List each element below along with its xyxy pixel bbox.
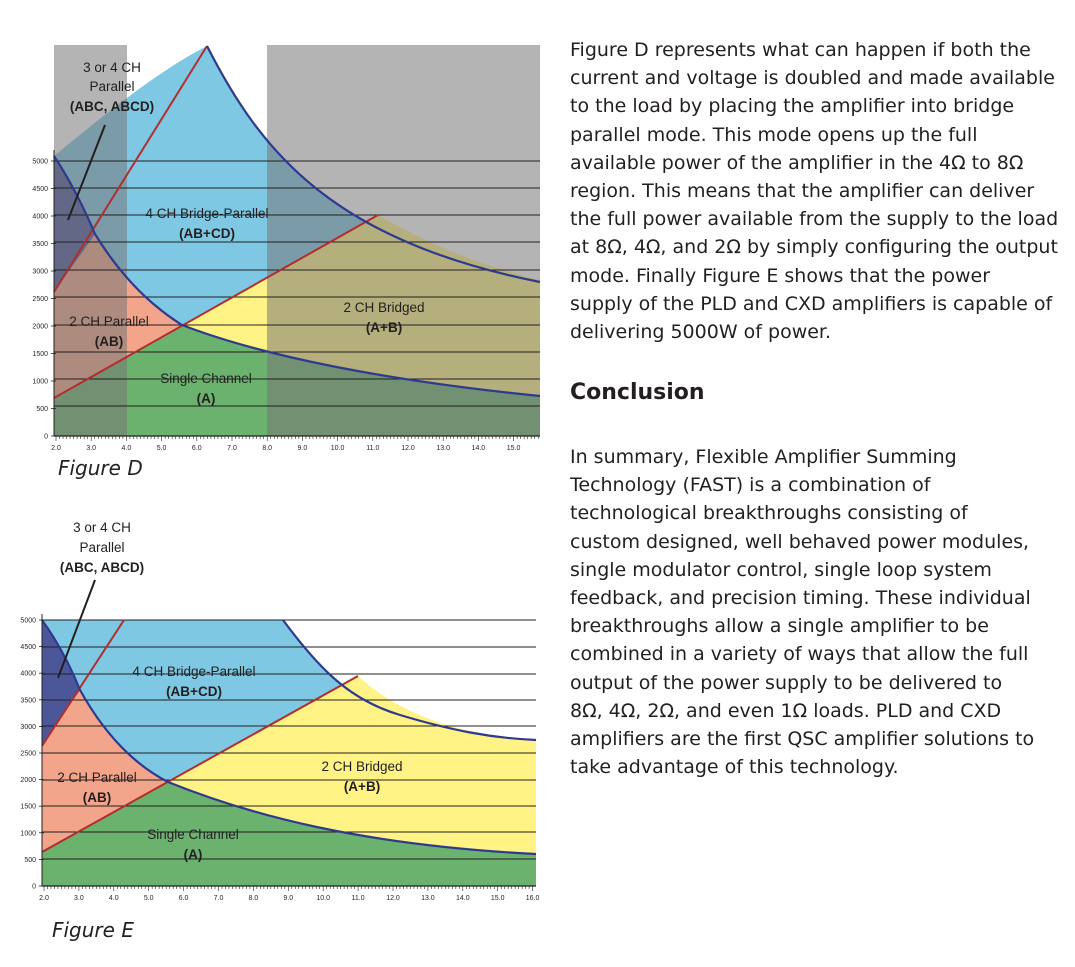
x-tick-label: 6.0 [191,445,202,452]
label-single-line2: (A) [183,847,203,862]
y-tick-label: 1500 [32,351,48,358]
label-2chp-line1: 2 CH Parallel [57,770,137,785]
x-tick-label: 8.0 [262,445,273,452]
figure-d-chart [0,0,560,460]
x-tick-label: 10.0 [316,895,331,902]
y-tick-label: 4500 [32,186,48,193]
figure-e-caption: Figure E [52,918,134,942]
x-tick-label: 7.0 [213,895,224,902]
y-tick-label: 5000 [32,158,48,166]
y-tick-label: 3000 [20,723,36,731]
label-single-line1: Single Channel [147,827,239,842]
label-2chb-line1: 2 CH Bridged [343,300,425,315]
x-tick-label: 12.0 [401,445,415,452]
label-4ch-line2: (AB+CD) [179,226,235,241]
x-tick-label: 9.0 [297,445,308,452]
label-3or4ch-line1: 3 or 4 CH [73,520,131,535]
x-tick-label: 2.0 [51,445,61,452]
figure-d-caption: Figure D [58,456,143,480]
y-tick-label: 3500 [32,241,48,248]
y-tick-label: 5000 [20,617,36,625]
y-tick-label: 4000 [32,213,48,221]
x-tick-label: 14.0 [455,895,470,902]
y-tick-label: 0 [44,433,48,441]
y-tick-label: 2500 [32,296,48,303]
label-2chb-line2: (A+B) [365,320,403,335]
label-2chb-line2: (A+B) [343,779,381,794]
x-tick-labels [51,445,520,452]
label-2chb-line1: 2 CH Bridged [321,759,403,774]
y-tick-label: 4000 [20,670,36,678]
paragraph-conclusion: In summary, Flexible Amplifier Summing Technology (FAST) is a combination of technological breakthroughs consisting of custom designed, well behaved power modules, single modulator control, single loop system feedback, and precision timing. These individual breakthroughs allow a single amplifier to be combined in a variety of ways that allow the full output of the power supply to be delivered to 8Ω, 4Ω, 2Ω, and even 1Ω loads. PLD and CXD amplifiers are the first QSC amplifier solutions to take advantage of this technology. [570,446,1035,779]
x-tick-label: 2.0 [39,895,49,902]
label-3or4ch-line1: 3 or 4 CH [83,60,141,75]
x-tick-label: 8.0 [248,895,259,902]
label-2chp-line2: (AB) [94,334,124,349]
label-3or4ch-line3: (ABC, ABCD) [69,99,155,114]
figure-e [0,500,560,942]
x-minor-ticks [44,886,533,891]
y-tick-label: 0 [32,883,36,891]
y-tick-labels [20,618,36,891]
label-4ch-line1: 4 CH Bridge-Parallel [145,206,269,221]
figure-d [0,0,560,480]
x-tick-label: 16.0 [525,895,540,902]
x-tick-label: 11.0 [351,895,365,902]
x-tick-label: 12.0 [386,895,400,902]
y-tick-label: 2000 [32,323,48,331]
y-tick-label: 2500 [20,750,36,758]
label-2chp-line2: (AB) [82,790,112,805]
x-tick-label: 4.0 [121,445,132,452]
x-tick-label: 4.0 [108,895,119,902]
label-3or4ch-line3: (ABC, ABCD) [59,560,145,575]
y-tick-label: 1000 [32,378,48,386]
y-tick-labels [32,159,48,441]
y-tick-label: 1000 [20,830,36,838]
y-tick-label: 4500 [20,644,36,652]
x-tick-label: 11.0 [366,445,380,452]
x-tick-label: 3.0 [74,895,84,902]
y-tick-label: 3000 [32,268,48,276]
x-tick-label: 14.0 [471,445,486,452]
label-4ch-line1: 4 CH Bridge-Parallel [132,664,256,679]
x-tick-label: 15.0 [506,445,521,452]
conclusion-heading: Conclusion [570,380,705,405]
label-single-line2: (A) [196,391,216,406]
x-tick-label: 5.0 [156,445,167,452]
x-tick-label: 6.0 [178,895,189,902]
y-tick-label: 3500 [20,697,36,705]
x-tick-label: 10.0 [330,445,345,452]
x-tick-label: 7.0 [227,445,237,452]
y-tick-label: 500 [24,856,36,864]
y-tick-label: 500 [36,406,48,413]
x-tick-label: 5.0 [143,895,154,902]
x-minor-ticks [56,436,538,441]
label-3or4ch-line2: Parallel [79,540,125,555]
x-tick-label: 15.0 [490,895,505,902]
label-2chp-line1: 2 CH Parallel [69,314,149,329]
x-tick-label: 3.0 [86,445,97,452]
x-tick-label: 13.0 [436,445,451,452]
x-tick-label: 13.0 [421,895,435,902]
label-single-line1: Single Channel [160,371,252,386]
y-tick-label: 2000 [20,777,36,785]
x-tick-labels [39,895,539,902]
x-tick-label: 9.0 [283,895,294,902]
y-tick-label: 1500 [20,803,36,811]
figure-e-chart [0,500,560,910]
label-4ch-line2: (AB+CD) [166,684,222,699]
paragraph-figure-d: Figure D represents what can happen if both the current and voltage is doubled and made available to the load by placing the amplifier into bridge parallel mode. This mode opens up the full available power of the amplifier in the 4Ω to 8Ω region. This means that the amplifier can deliver the full power available from the supply to the load at 8Ω, 4Ω, and 2Ω by simply configuring the output mode. Finally Figure E shows that the power supply of the PLD and CXD amplifiers is capable of delivering 5000W of power. [570,39,1059,344]
label-3or4ch-line2: Parallel [89,79,135,94]
